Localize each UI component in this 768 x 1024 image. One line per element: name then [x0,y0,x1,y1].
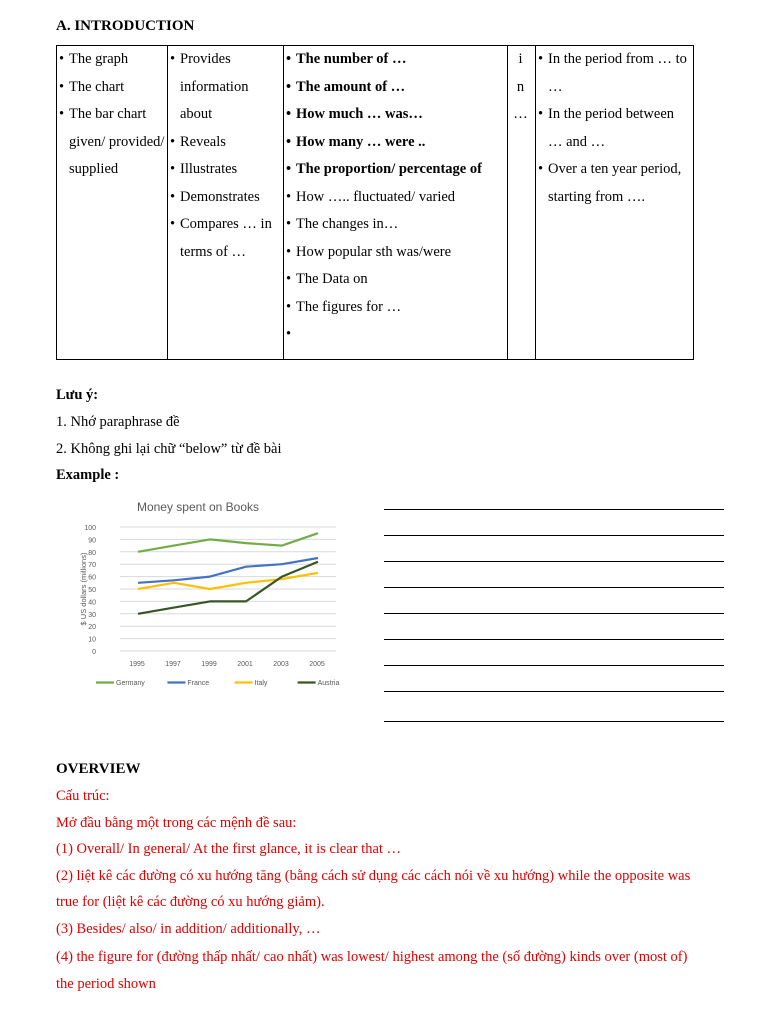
x-tick-label: 1995 [129,661,145,668]
preposition-letter: i [518,51,523,67]
series-line-austria [138,562,318,614]
y-tick-label: 50 [88,587,96,594]
example-label: Example : [56,467,120,483]
x-tick-label: 2003 [273,661,289,668]
note-item-1: 1. Nhớ paraphrase đề [56,414,180,430]
chart-canvas [78,494,346,698]
intro-heading: A. INTRODUCTION [56,18,195,34]
preposition-letter: … [513,106,528,122]
y-tick-label: 0 [92,649,96,656]
overview-intro-line: Mở đầu bằng một trong các mệnh đề sau: [56,815,297,831]
legend-label: Germany [116,680,145,687]
object-phrase: • The changes in… [284,211,505,239]
y-tick-label: 80 [88,549,96,557]
intro-col-time [536,46,694,360]
object-phrase: • How popular sth was/were [284,239,505,267]
y-tick-label: 90 [88,537,96,545]
object-list [284,46,505,321]
overview-item-3: (3) Besides/ also/ in addition/ additionally, … [56,921,321,937]
time-phrase: • In the period from … to … [536,46,691,101]
overview-structure-label: Cấu trúc: [56,788,110,804]
intro-col-subject [57,46,168,360]
overview-item-1: (1) Overall/ In general/ At the first glance, it is clear that … [56,841,402,857]
notes-title: Lưu ý: [56,387,99,403]
object-phrase: • How much … was… [284,101,505,129]
x-tick-label: 1999 [201,661,217,668]
series-line-germany [138,533,318,552]
intro-col-verb [168,46,284,360]
subject-phrase: • The graph [57,46,165,74]
answer-line[interactable] [384,721,724,722]
answer-line[interactable] [384,639,724,640]
answer-line[interactable] [384,587,724,588]
object-phrase: • The amount of … [284,74,505,102]
intro-table [56,45,694,360]
object-phrase: • The proportion/ percentage of [284,156,505,184]
x-tick-label: 1997 [165,661,181,668]
answer-line[interactable] [384,509,724,510]
answer-line[interactable] [384,561,724,562]
answer-line[interactable] [384,691,724,692]
object-phrase: • The Data on [284,266,505,294]
time-phrase: • In the period between … and … [536,101,691,156]
intro-col-preposition [508,46,536,360]
object-phrase: • How many … were .. [284,129,505,157]
overview-item-2-cont: true for (liệt kê các đường có xu hướng giảm). [56,894,325,910]
verb-phrase: • Compares … in terms of … [168,211,281,266]
time-list [536,46,691,211]
object-phrase: • The number of … [284,46,505,74]
x-tick-label: 2005 [309,661,325,668]
legend-label: France [187,680,210,687]
verb-phrase: • Reveals [168,129,281,157]
time-phrase: • Over a ten year period, starting from …. [536,156,691,211]
subject-list [57,46,165,184]
preposition-stack [508,46,533,129]
answer-line[interactable] [384,535,724,536]
legend-label: Italy [254,680,268,687]
y-tick-label: 10 [88,636,96,644]
answer-line[interactable] [384,613,724,614]
y-tick-label: 30 [88,611,96,619]
verb-list [168,46,281,266]
legend-label: Austria [317,680,340,687]
verb-phrase: • Provides information about [168,46,281,129]
y-tick-label: 70 [88,562,96,570]
intro-col-object [284,46,508,360]
y-tick-label: 100 [84,525,96,532]
note-item-2: 2. Không ghi lại chữ “below” từ đề bài [56,441,282,457]
y-tick-label: 20 [88,624,96,632]
money-spent-chart [78,494,346,698]
x-tick-label: 2001 [237,661,253,668]
overview-item-4: (4) the figure for (đường thấp nhất/ cao nhất) was lowest/ highest among the (số đường) kinds over (most of) [56,949,688,965]
answer-line[interactable] [384,665,724,666]
subject-phrase: • The chart [57,74,165,102]
overview-heading: OVERVIEW [56,761,141,777]
subject-phrase: • The bar chart given/ provided/ supplied [57,101,165,184]
chart-title: Money spent on Books [136,500,260,514]
y-axis-label: $ US dollars (millions) [79,552,88,626]
y-tick-label: 40 [88,599,96,607]
overview-item-4-cont: the period shown [56,976,156,992]
verb-phrase: • Demonstrates [168,184,281,212]
object-phrase: • The figures for … [284,294,505,322]
overview-item-2: (2) liệt kê các đường có xu hướng tăng (bằng cách sử dụng các cách nói về xu hướng) while the opposite was [56,868,691,884]
series-line-france [138,558,318,583]
y-tick-label: 60 [88,574,96,582]
verb-phrase: • Illustrates [168,156,281,184]
object-phrase: • How ….. fluctuated/ varied [284,184,505,212]
preposition-letter: n [516,78,525,95]
